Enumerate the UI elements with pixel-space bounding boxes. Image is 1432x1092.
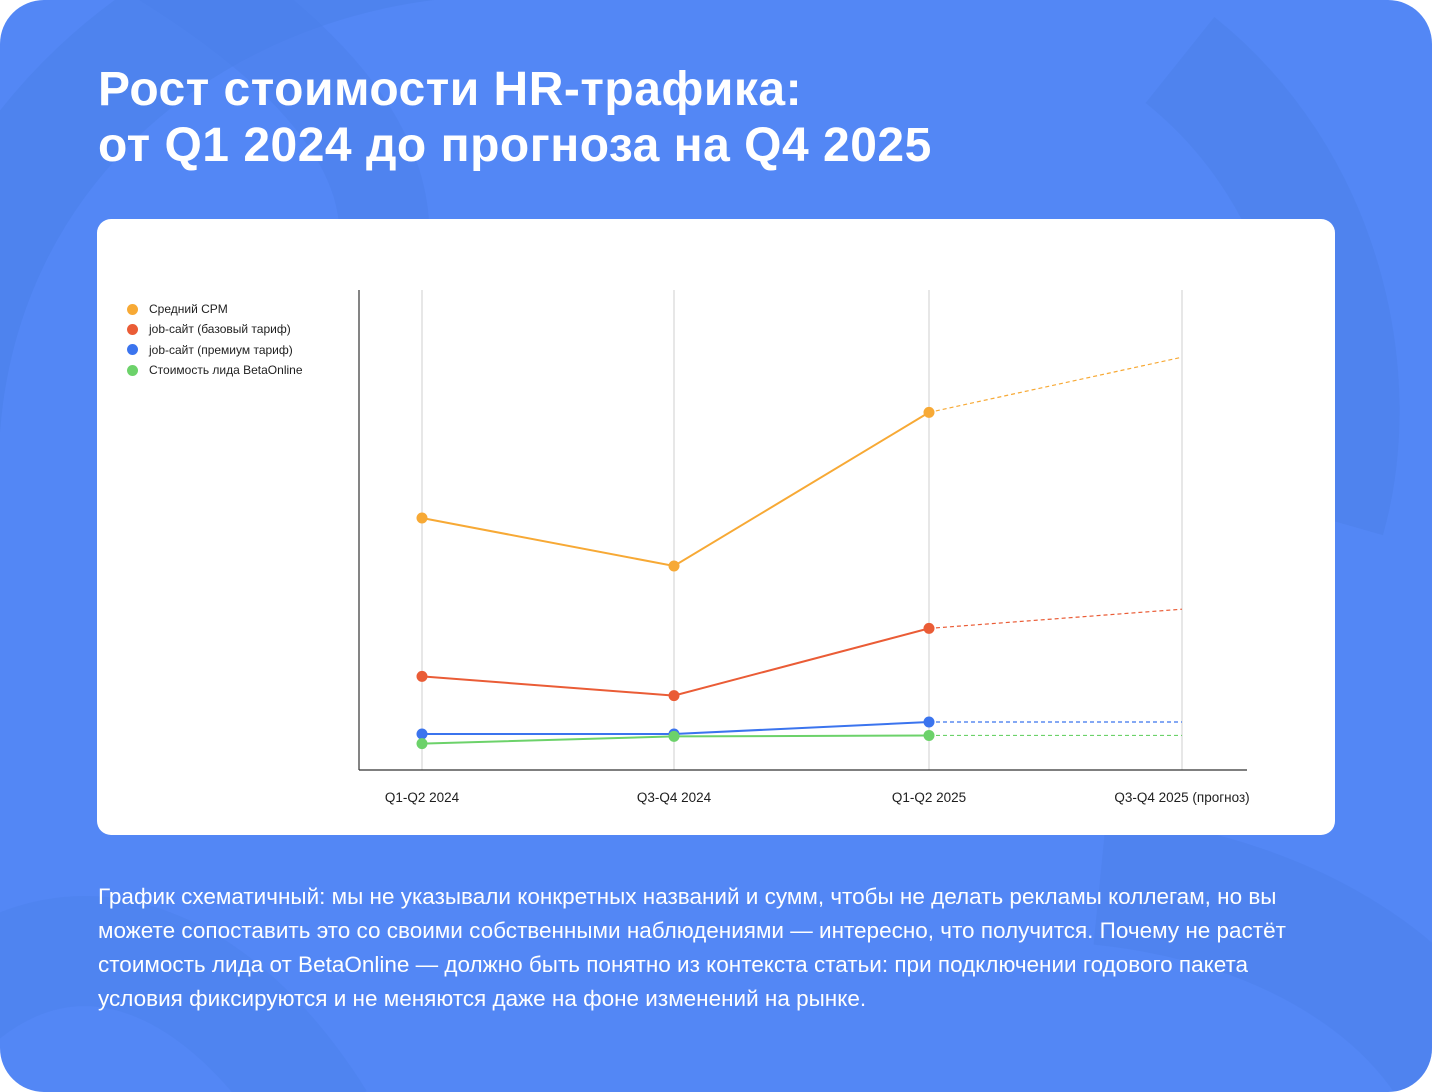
legend-dot-job-premium	[127, 344, 138, 355]
series-1-point-2	[924, 623, 935, 634]
legend-dot-cpm	[127, 304, 138, 315]
series-line-0	[422, 412, 929, 566]
x-tick-label-2: Q1-Q2 2025	[891, 790, 967, 805]
legend-label-cpm: Средний CPM	[149, 302, 228, 317]
x-tick-label-3: Q3-Q4 2025 (прогноз)	[1114, 790, 1250, 805]
legend-item-job-base	[127, 319, 303, 339]
series-0-point-0	[417, 513, 428, 524]
x-tick-label-1: Q3-Q4 2024	[636, 790, 712, 805]
series-forecast-line-1	[929, 609, 1182, 628]
legend-item-betaonline	[127, 360, 303, 380]
title-line-2: от Q1 2024 до прогноза на Q4 2025	[98, 119, 932, 172]
legend-dot-betaonline	[127, 365, 138, 376]
series-3-point-2	[924, 730, 935, 741]
legend-dot-job-base	[127, 324, 138, 335]
series-line-1	[422, 628, 929, 695]
series-2-point-2	[924, 717, 935, 728]
series-1-point-1	[669, 690, 680, 701]
series-3-point-0	[417, 738, 428, 749]
chart-card	[97, 219, 1335, 835]
title-line-1: Рост стоимости HR-трафика:	[98, 63, 803, 116]
series-1-point-0	[417, 671, 428, 682]
chart-legend	[127, 299, 303, 380]
x-tick-label-0: Q1-Q2 2024	[384, 790, 460, 805]
chart-caption: График схематичный: мы не указывали конкретных названий и сумм, чтобы не делать рекламы коллегам, но вы можете сопоставить это со своими собственными наблюдениями — интересно, что получится. Почему не растёт стоимость лида от BetaOnline — должно быть понятно из контекста статьи: при подключении годового пакета условия фиксируются и не меняются даже на фоне изменений на рынке.	[98, 884, 1286, 1011]
legend-item-job-premium	[127, 340, 303, 360]
legend-label-job-premium: job-сайт (премиум тариф)	[149, 342, 293, 357]
legend-label-betaonline: Стоимость лида BetaOnline	[149, 363, 303, 378]
series-2-point-0	[417, 729, 428, 740]
series-0-point-2	[924, 407, 935, 418]
series-3-point-1	[669, 731, 680, 742]
series-forecast-line-0	[929, 357, 1182, 412]
series-0-point-1	[669, 561, 680, 572]
legend-label-job-base: job-сайт (базовый тариф)	[149, 322, 291, 337]
page-title	[98, 62, 1338, 174]
legend-item-cpm	[127, 299, 303, 319]
